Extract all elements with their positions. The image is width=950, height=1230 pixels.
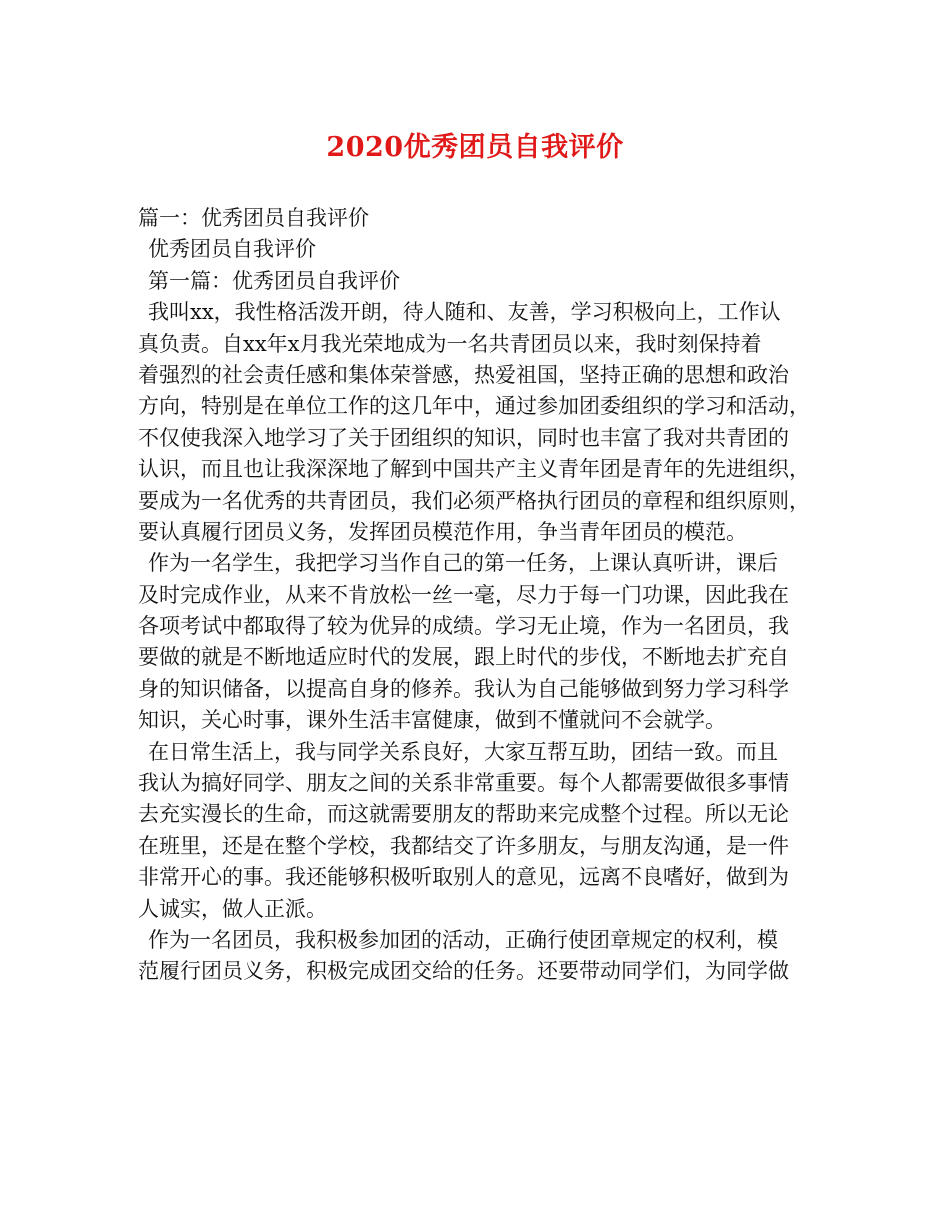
body-line: 去充实漫长的生命，而这就需要朋友的帮助来完成整个过程。所以无论	[138, 802, 789, 827]
body-line: 人诚实，做人正派。	[138, 896, 327, 921]
body-line: 要认真履行团员义务，发挥团员模范作用，争当青年团员的模范。	[138, 519, 747, 544]
body-line: 第一篇：优秀团员自我评价	[148, 268, 400, 293]
body-line: 范履行团员义务，积极完成团交给的任务。还要带动同学们，为同学做	[138, 959, 789, 984]
body-line: 在班里，还是在整个学校，我都结交了许多朋友，与朋友沟通，是一件	[138, 833, 789, 858]
body-line: 我叫xx，我性格活泼开朗，待人随和、友善，学习积极向上，工作认	[148, 300, 781, 325]
body-line: 篇一：优秀团员自我评价	[138, 206, 369, 230]
body-line: 要做的就是不断地适应时代的发展，跟上时代的步伐，不断地去扩充自	[138, 645, 789, 670]
body-line: 在日常生活上，我与同学关系良好，大家互帮互助，团结一致。而且	[148, 739, 778, 764]
body-line: 优秀团员自我评价	[148, 237, 316, 262]
body-line: 及时完成作业，从来不肯放松一丝一毫，尽力于每一门功课，因此我在	[138, 582, 789, 607]
body-line: 各项考试中都取得了较为优异的成绩。学习无止境，作为一名团员，我	[138, 614, 789, 639]
body-line: 真负责。自xx年x月我光荣地成为一名共青团员以来，我时刻保持着	[138, 331, 762, 356]
body-line: 作为一名团员，我积极参加团的活动，正确行使团章规定的权利，模	[148, 927, 778, 952]
document-title: 2020优秀团员自我评价	[326, 132, 624, 163]
body-line: 身的知识储备，以提高自身的修养。我认为自己能够做到努力学习科学	[138, 676, 789, 701]
body-line: 我认为搞好同学、朋友之间的关系非常重要。每个人都需要做很多事情	[138, 771, 789, 796]
body-line: 非常开心的事。我还能够积极听取别人的意见，远离不良嗜好，做到为	[138, 865, 789, 890]
body-line: 不仅使我深入地学习了关于团组织的知识，同时也丰富了我对共青团的	[138, 425, 789, 450]
body-line: 要成为一名优秀的共青团员，我们必须严格执行团员的章程和组织原则，	[138, 488, 810, 513]
body-line: 着强烈的社会责任感和集体荣誉感，热爱祖国，坚持正确的思想和政治	[138, 362, 789, 387]
body-line: 认识，而且也让我深深地了解到中国共产主义青年团是青年的先进组织，	[138, 457, 810, 482]
body-line: 作为一名学生，我把学习当作自己的第一任务，上课认真听讲，课后	[148, 551, 778, 576]
body-line: 知识，关心时事，课外生活丰富健康，做到不懂就问不会就学。	[138, 708, 726, 733]
body-line: 方向，特别是在单位工作的这几年中，通过参加团委组织的学习和活动，	[138, 394, 810, 419]
document-body	[138, 203, 822, 988]
